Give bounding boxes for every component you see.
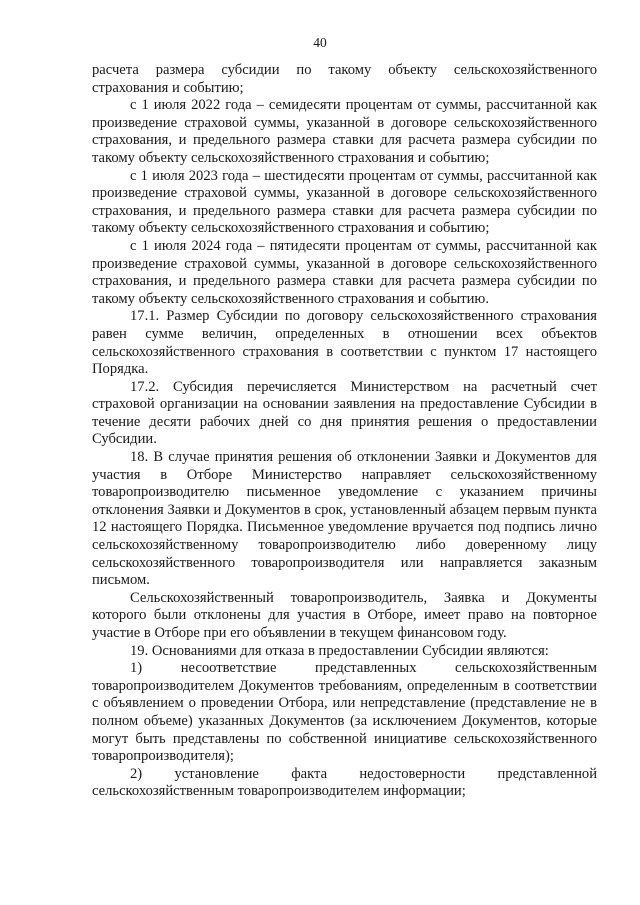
paragraph-18: 18. В случае принятия решения об отклонении Заявки и Документов для участия в Отборе Министерство направляет сельскохозяйственному товаропроизводителю письменное уведомление с указанием причины отклонения Заявки и Документов в срок, установленный абзацем первым пункта 12 настоящего Порядка. Письменное уведомление вручается под подпись лично сельскохозяйственному товаропроизводителю либо доверенному лицу сельскохозяйственного товаропроизводителя или направляется заказным письмом.: [92, 449, 597, 589]
paragraph-2022: с 1 июля 2022 года – семидесяти процентам от суммы, рассчитанной как произведение страховой суммы, указанной в договоре сельскохозяйственного страхования, и предельного размера ставки для расчета размера субсидии по такому объекту сельскохозяйственного страхования и событию;: [92, 97, 597, 166]
paragraph-17-1: 17.1. Размер Субсидии по договору сельскохозяйственного страхования равен сумме величин, определенных в отношении всех объектов сельскохозяйственного страхования в соответствии с пунктом 17 настоящего Порядка.: [92, 308, 597, 378]
paragraph-19: 19. Основаниями для отказа в предоставлении Субсидии являются:: [130, 642, 549, 659]
paragraph-2024: с 1 июля 2024 года – пятидесяти процентам от суммы, рассчитанной как произведение страховой суммы, указанной в договоре сельскохозяйственного страхования, и предельного размера ставки для расчета размера субсидии по такому объекту сельскохозяйственного страхования и событию.: [92, 237, 597, 307]
paragraph-17-2: 17.2. Субсидия перечисляется Министерством на расчетный счет страховой организации на основании заявления на предоставление Субсидии в течение десяти рабочих дней со дня принятия решения о предоставлении Субсидии.: [92, 378, 597, 448]
paragraph-continuation: расчета размера субсидии по такому объекту сельскохозяйственного страхования и событию;: [92, 62, 597, 96]
paragraph-19-item-1: 1) несоответствие представленных сельскохозяйственным товаропроизводителем Документов требованиям, определенным в соответствии с объявлением о проведении Отбора, или непредставление (представление не в полном объеме) указанных Документов (за исключением Документов, которые могут быть представлены по собственной инициативе сельскохозяйственного товаропроизводителя);: [92, 660, 597, 765]
paragraph-19-item-2: 2) установление факта недостоверности представленной сельскохозяйственным товаропроизводителем информации;: [92, 765, 597, 800]
page-number: 40: [313, 35, 327, 50]
paragraph-2023: с 1 июля 2023 года – шестидесяти процентам от суммы, рассчитанной как произведение страховой суммы, указанной в договоре сельскохозяйственного страхования, и предельного размера ставки для расчета размера субсидии по такому объекту сельскохозяйственного страхования и событию;: [92, 167, 597, 237]
paragraph-18-reparticipation: Сельскохозяйственный товаропроизводитель, Заявка и Документы которого были отклонены для участия в Отборе, имеет право на повторное участие в Отборе при его объявлении в текущем финансовом году.: [92, 589, 597, 641]
document-body: [92, 62, 597, 801]
